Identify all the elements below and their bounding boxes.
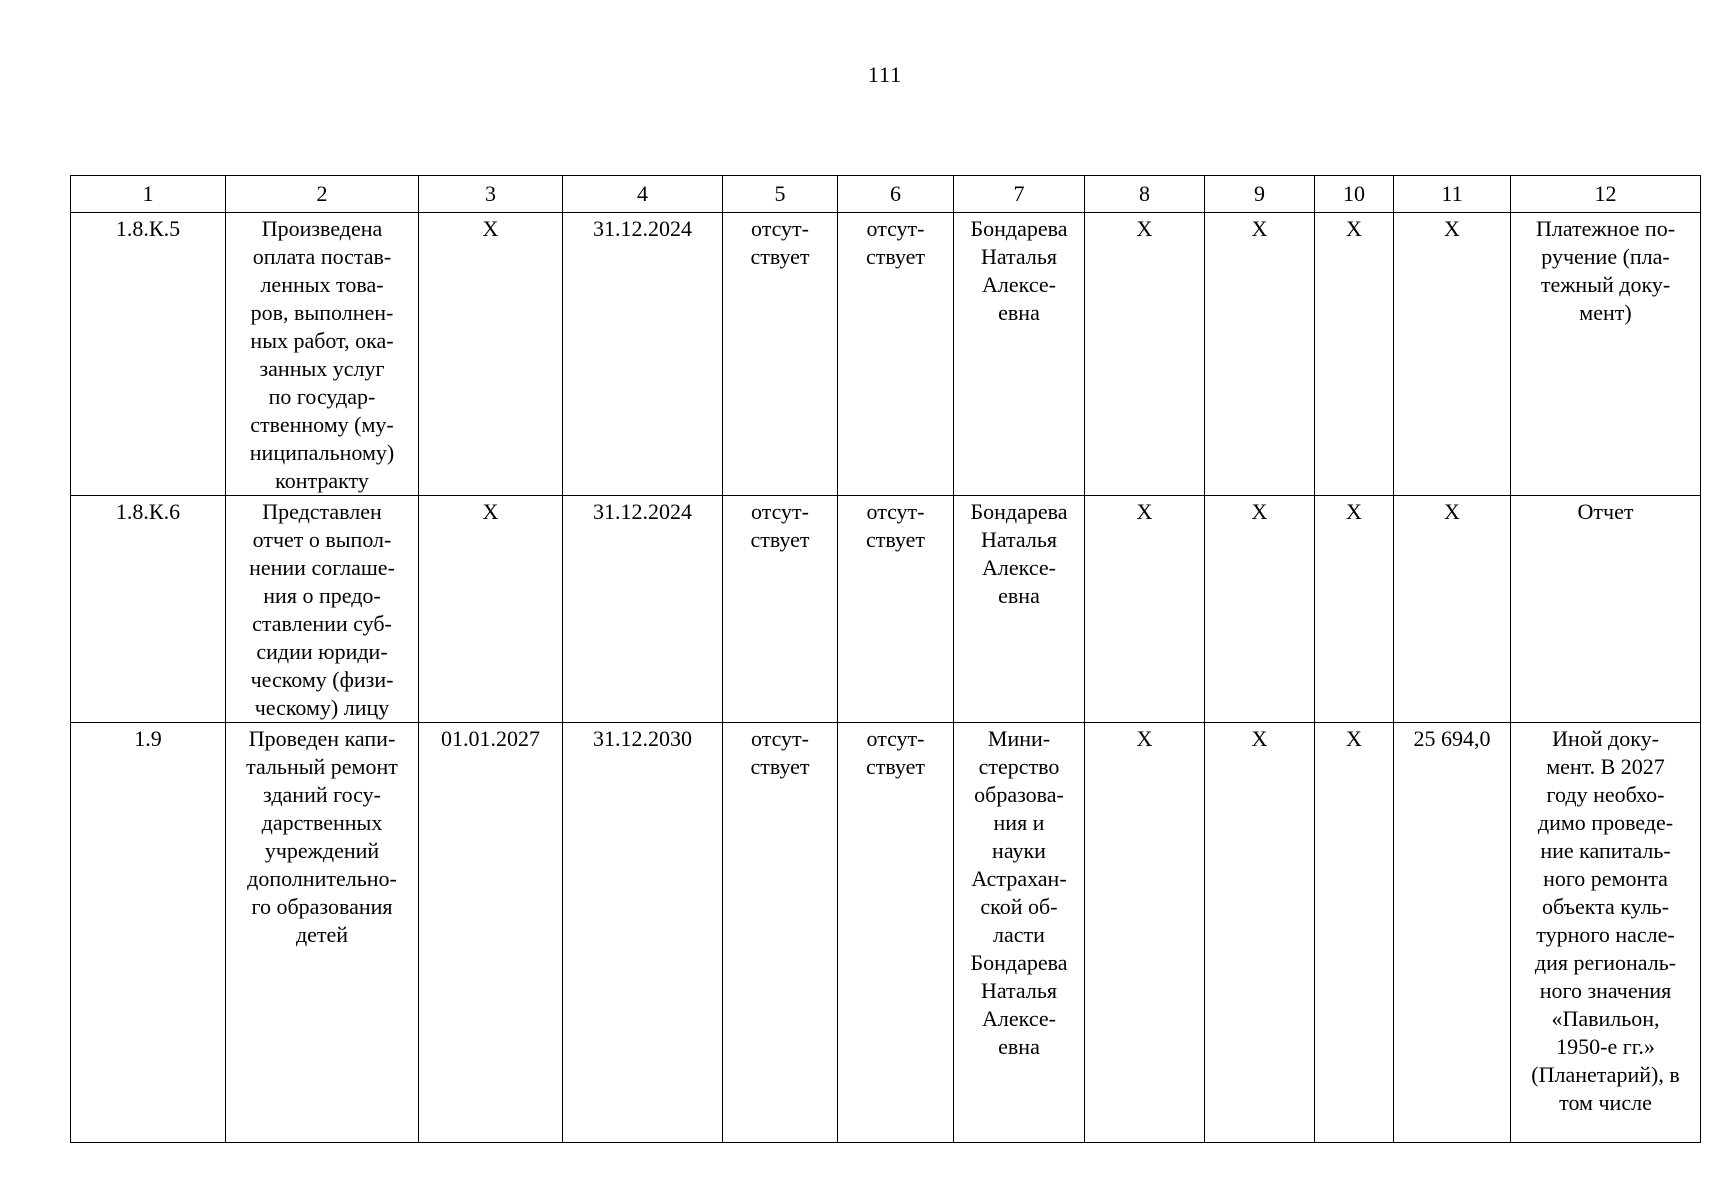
cell-description (226, 213, 419, 496)
cell-text: Отчет (1577, 499, 1634, 524)
column-header-5: 5 (723, 176, 838, 213)
column-header-1: 1 (71, 176, 226, 213)
cell-responsible (954, 496, 1085, 723)
cell-text: отсут- ствует (865, 499, 926, 552)
cell-text: X (1346, 499, 1362, 524)
cell-col-10 (1315, 496, 1394, 723)
cell-end-date (563, 723, 723, 1143)
cell-text: X (482, 499, 499, 524)
cell-text: 31.12.2024 (593, 499, 692, 524)
cell-text: X (1444, 499, 1460, 524)
cell-text: Мини- стерство образова- ния и науки Астрахан- ской об- ласти Бондарева Наталья Алексе- евна (970, 726, 1068, 1059)
cell-text: X (1136, 216, 1153, 241)
cell-text: 1.9 (134, 726, 162, 751)
cell-start-date (419, 723, 563, 1143)
page-number: 111 (867, 62, 903, 87)
cell-text: 1.8.К.5 (115, 216, 181, 241)
cell-text: X (1251, 726, 1268, 751)
column-header-11: 11 (1394, 176, 1511, 213)
cell-text: X (1136, 726, 1153, 751)
cell-text: 01.01.2027 (441, 726, 540, 751)
cell-text: отсут- ствует (865, 216, 926, 269)
cell-start-date (419, 213, 563, 496)
cell-text: X (1346, 726, 1362, 751)
column-header-10: 10 (1315, 176, 1394, 213)
cell-col-5 (723, 496, 838, 723)
cell-number (71, 213, 226, 496)
cell-responsible (954, 213, 1085, 496)
cell-text: Платежное по- ручение (пла- тежный доку- мент) (1535, 216, 1676, 325)
cell-text: 25 694,0 (1413, 726, 1491, 751)
cell-description (226, 496, 419, 723)
cell-end-date (563, 213, 723, 496)
column-header-9: 9 (1205, 176, 1315, 213)
cell-col-5 (723, 723, 838, 1143)
cell-text: X (482, 216, 499, 241)
cell-text: X (1251, 499, 1268, 524)
cell-text: 1.8.К.6 (115, 499, 181, 524)
cell-col-8 (1085, 213, 1205, 496)
table-row (71, 496, 1701, 723)
cell-text: 31.12.2030 (593, 726, 692, 751)
column-header-4: 4 (563, 176, 723, 213)
cell-col-5 (723, 213, 838, 496)
cell-col-6 (838, 723, 954, 1143)
column-header-6: 6 (838, 176, 954, 213)
cell-description (226, 723, 419, 1143)
cell-col-11 (1394, 723, 1511, 1143)
cell-col-11 (1394, 496, 1511, 723)
cell-number (71, 723, 226, 1143)
cell-text: X (1346, 216, 1362, 241)
cell-start-date (419, 496, 563, 723)
cell-col-8 (1085, 496, 1205, 723)
cell-text: отсут- ствует (750, 726, 810, 779)
cell-col-11 (1394, 213, 1511, 496)
cell-col-6 (838, 213, 954, 496)
cell-end-date (563, 496, 723, 723)
cell-document (1511, 723, 1701, 1143)
cell-col-9 (1205, 496, 1315, 723)
cell-col-10 (1315, 213, 1394, 496)
cell-text: отсут- ствует (750, 216, 810, 269)
cell-text: отсут- ствует (750, 499, 810, 552)
document-table (70, 175, 1701, 1143)
cell-text: Бондарева Наталья Алексе- евна (970, 216, 1068, 325)
header-row (71, 176, 1701, 213)
table-row (71, 213, 1701, 496)
cell-number (71, 496, 226, 723)
cell-col-6 (838, 496, 954, 723)
cell-text: X (1136, 499, 1153, 524)
cell-text: Представлен отчет о выпол- нении соглаше- ния о предо- ставлении суб- сидии юриди- ческому (физи- ческому) лицу (249, 499, 395, 720)
cell-responsible (954, 723, 1085, 1143)
column-header-2: 2 (226, 176, 419, 213)
cell-text: отсут- ствует (865, 726, 926, 779)
cell-text: Бондарева Наталья Алексе- евна (970, 499, 1068, 608)
cell-col-10 (1315, 723, 1394, 1143)
column-header-12: 12 (1511, 176, 1701, 213)
cell-col-9 (1205, 723, 1315, 1143)
cell-document (1511, 496, 1701, 723)
cell-text: Проведен капи- тальный ремонт зданий госу- дарственных учреждений дополнительно- го образования детей (246, 726, 398, 947)
column-header-8: 8 (1085, 176, 1205, 213)
cell-text: Произведена оплата постав- ленных това- ров, выполнен- ных работ, ока- занных услуг по государ- ственному (му- ниципальному) контракту (249, 216, 395, 493)
cell-document (1511, 213, 1701, 496)
cell-col-9 (1205, 213, 1315, 496)
cell-text: X (1251, 216, 1268, 241)
cell-text: Иной доку- мент. В 2027 году необхо- димо проведе- ние капиталь- ного ремонта объекта куль- турного насле- дия региональ- ного значения «Павильон, 1950-е гг.» (Планетарий), в том числе (1531, 726, 1680, 1115)
cell-text: X (1444, 216, 1460, 241)
column-header-7: 7 (954, 176, 1085, 213)
table-row (71, 723, 1701, 1143)
cell-text: 31.12.2024 (593, 216, 692, 241)
column-header-3: 3 (419, 176, 563, 213)
cell-col-8 (1085, 723, 1205, 1143)
